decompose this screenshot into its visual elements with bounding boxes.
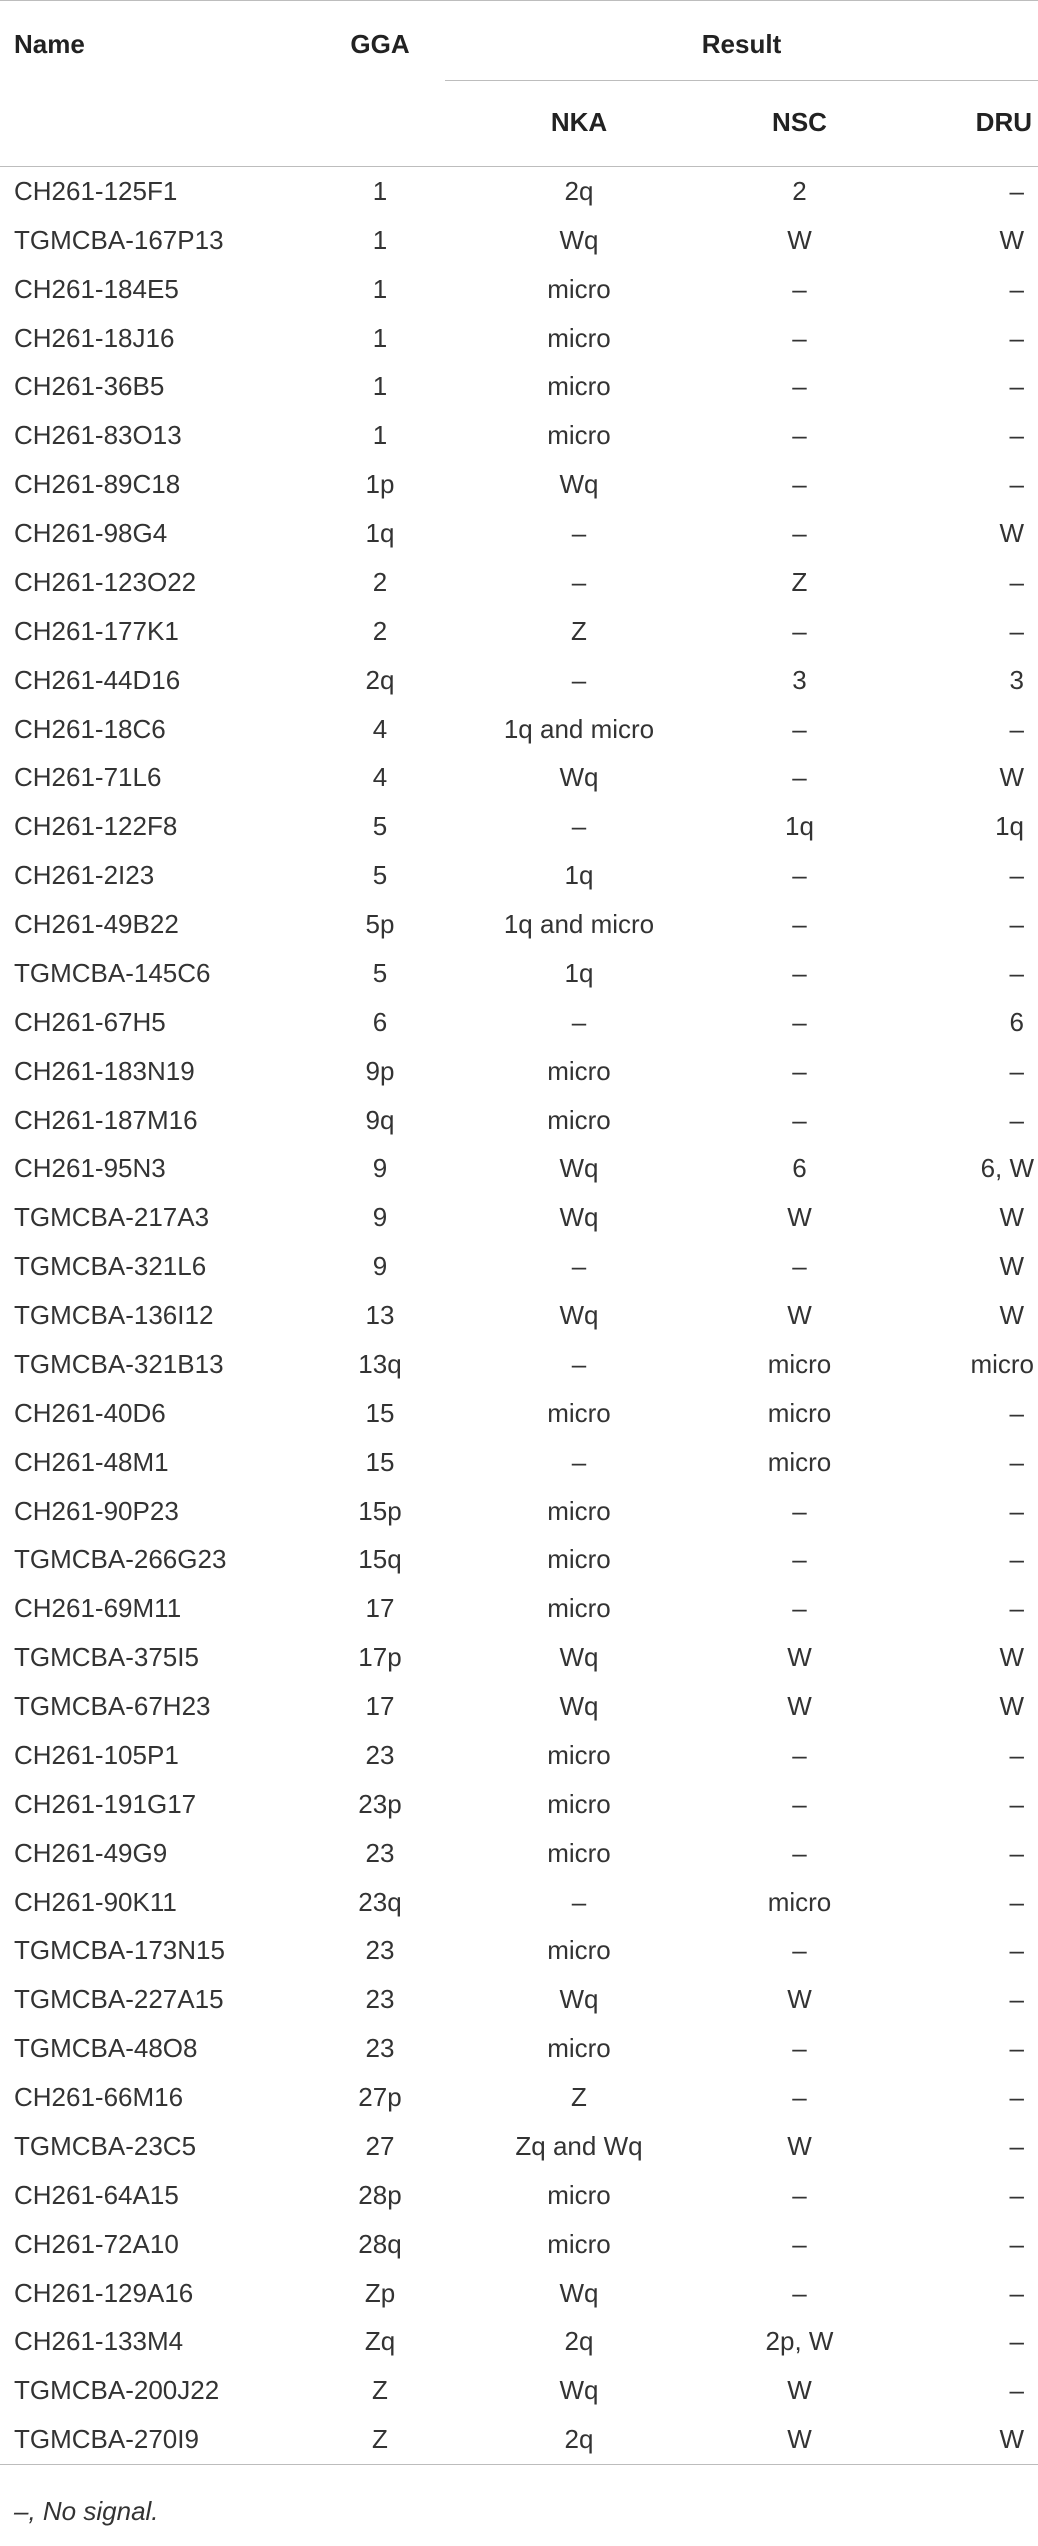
- cell-dru: W: [999, 1251, 1025, 1282]
- cell-name: TGMCBA-217A3: [14, 1202, 210, 1233]
- header-nsc: NSC: [772, 106, 827, 137]
- table-row: [0, 1731, 1038, 1780]
- cell-name: CH261-40D6: [14, 1397, 166, 1428]
- cell-gga: 27: [365, 2130, 395, 2161]
- cell-nsc: –: [792, 1055, 807, 1086]
- cell-dru: –: [1009, 2130, 1025, 2161]
- cell-name: CH261-90P23: [14, 1495, 179, 1526]
- cell-dru: –: [1009, 1055, 1025, 1086]
- cell-gga: 1p: [365, 469, 395, 500]
- cell-name: TGMCBA-173N15: [14, 1935, 225, 1966]
- table-row: [0, 460, 1038, 509]
- cell-nsc: –: [792, 2082, 807, 2113]
- cell-dru: –: [1009, 1544, 1025, 1575]
- cell-dru: –: [1009, 2082, 1025, 2113]
- cell-dru: W: [999, 224, 1025, 255]
- cell-nka: Wq: [559, 1691, 599, 1722]
- cell-dru: W: [999, 762, 1025, 793]
- cell-dru: 3: [1009, 664, 1025, 695]
- cell-dru: –: [1009, 420, 1025, 451]
- cell-gga: 9p: [365, 1055, 395, 1086]
- cell-nsc: W: [787, 1202, 812, 1233]
- cell-gga: 15p: [358, 1495, 402, 1526]
- cell-gga: 9q: [365, 1104, 395, 1135]
- cell-gga: 5p: [365, 909, 395, 940]
- cell-nka: Z: [571, 2082, 587, 2113]
- table-row: [0, 1975, 1038, 2024]
- cell-name: TGMCBA-136I12: [14, 1300, 214, 1331]
- table-row: [0, 2269, 1038, 2318]
- cell-gga: 13q: [358, 1348, 402, 1379]
- cell-dru: –: [1009, 713, 1025, 744]
- table-row: [0, 363, 1038, 412]
- cell-nsc: –: [792, 1104, 807, 1135]
- header-gga: GGA: [315, 1, 445, 166]
- cell-gga: 1: [372, 175, 388, 206]
- cell-name: CH261-89C18: [14, 469, 181, 500]
- cell-dru: –: [1009, 957, 1025, 988]
- cell-nsc: –: [792, 371, 807, 402]
- cell-nka: micro: [547, 1055, 611, 1086]
- cell-name: CH261-18C6: [14, 713, 166, 744]
- table-row: [0, 411, 1038, 460]
- cell-gga: 27p: [358, 2082, 402, 2113]
- table-row: [0, 2220, 1038, 2269]
- cell-nsc: –: [792, 1495, 807, 1526]
- cell-gga: 1: [372, 322, 388, 353]
- cell-name: CH261-83O13: [14, 420, 182, 451]
- table-row: [0, 2171, 1038, 2220]
- cell-dru: –: [1009, 2277, 1025, 2308]
- table-row: [0, 2073, 1038, 2122]
- cell-name: CH261-44D16: [14, 664, 181, 695]
- cell-nka: micro: [547, 420, 611, 451]
- cell-name: TGMCBA-167P13: [14, 224, 224, 255]
- cell-nsc: –: [792, 615, 807, 646]
- table-row: [0, 1047, 1038, 1096]
- cell-nka: 1q and micro: [503, 713, 655, 744]
- table-row: [0, 900, 1038, 949]
- cell-gga: 1: [372, 224, 388, 255]
- cell-name: CH261-122F8: [14, 811, 178, 842]
- table-row: [0, 705, 1038, 754]
- cell-name: TGMCBA-321L6: [14, 1251, 207, 1282]
- cell-nka: Wq: [559, 2277, 599, 2308]
- cell-dru: –: [1009, 1397, 1025, 1428]
- cell-dru: –: [1009, 2228, 1025, 2259]
- cell-name: CH261-187M16: [14, 1104, 198, 1135]
- cell-gga: 2q: [365, 664, 395, 695]
- cell-gga: 23q: [358, 1886, 402, 1917]
- table-row: [0, 1682, 1038, 1731]
- cell-nsc: W: [787, 1300, 812, 1331]
- cell-dru: –: [1009, 322, 1025, 353]
- cell-gga: 13: [365, 1300, 395, 1331]
- cell-nka: Wq: [559, 1202, 599, 1233]
- cell-gga: 6: [372, 1006, 388, 1037]
- table-row: [0, 1927, 1038, 1976]
- table-row: [0, 1340, 1038, 1389]
- cell-nka: Z: [571, 615, 587, 646]
- table-row: [0, 1780, 1038, 1829]
- cell-gga: 1q: [365, 518, 395, 549]
- table-row: [0, 1438, 1038, 1487]
- cell-nka: Wq: [559, 1300, 599, 1331]
- cell-dru: W: [999, 1202, 1025, 1233]
- cell-name: TGMCBA-23C5: [14, 2130, 197, 2161]
- cell-name: CH261-177K1: [14, 615, 179, 646]
- cell-nka: Wq: [559, 469, 599, 500]
- table-row: [0, 1242, 1038, 1291]
- cell-nka: 1q: [564, 957, 594, 988]
- cell-dru: –: [1009, 909, 1025, 940]
- cell-nsc: –: [792, 1006, 807, 1037]
- cell-nka: micro: [547, 371, 611, 402]
- cell-name: TGMCBA-270I9: [0, 2415, 315, 2464]
- cell-dru: W: [999, 1642, 1025, 1673]
- cell-nsc: 1q: [785, 811, 814, 842]
- cell-dru: micro: [970, 1348, 1035, 1379]
- table-row: [0, 2366, 1038, 2415]
- cell-dru: –: [1009, 1495, 1025, 1526]
- header-dru: DRU: [975, 106, 1033, 137]
- table-row: [0, 314, 1038, 363]
- cell-name: TGMCBA-375I5: [14, 1642, 199, 1673]
- table-row: [0, 1193, 1038, 1242]
- cell-nka: 2q: [564, 175, 594, 206]
- cell-dru: –: [1009, 2179, 1025, 2210]
- cell-nka: micro: [547, 2033, 611, 2064]
- cell-nka: micro: [547, 2228, 611, 2259]
- cell-nsc: micro: [767, 1886, 832, 1917]
- table-row: [0, 998, 1038, 1047]
- cell-nka: –: [571, 1886, 587, 1917]
- cell-nka: –: [571, 811, 587, 842]
- cell-name: TGMCBA-67H23: [14, 1691, 211, 1722]
- cell-nsc: –: [792, 957, 807, 988]
- cell-dru: W: [999, 1691, 1025, 1722]
- cell-dru: –: [1009, 615, 1025, 646]
- cell-nsc: –: [792, 909, 807, 940]
- cell-gga: 28p: [358, 2179, 402, 2210]
- cell-nka: micro: [547, 1788, 611, 1819]
- table-row: [0, 167, 1038, 216]
- cell-gga: 1: [372, 371, 388, 402]
- cell-dru: –: [1009, 566, 1025, 597]
- cell-nsc: –: [792, 1788, 807, 1819]
- cell-gga: 2: [372, 566, 388, 597]
- cell-nsc: 3: [792, 664, 807, 695]
- cell-nka: 2q: [564, 2326, 594, 2357]
- cell-nka: micro: [547, 273, 611, 304]
- table-row: [0, 1536, 1038, 1585]
- cell-name: CH261-184E5: [14, 273, 179, 304]
- cell-gga: 4: [372, 762, 388, 793]
- table-row: [0, 1389, 1038, 1438]
- cell-nsc: Z: [791, 566, 808, 597]
- cell-dru: W: [886, 2415, 1038, 2464]
- cell-nka: Wq: [559, 2375, 599, 2406]
- cell-nka: micro: [547, 1397, 611, 1428]
- cell-nsc: –: [792, 1251, 807, 1282]
- cell-dru: –: [1009, 1739, 1025, 1770]
- table-row: [0, 265, 1038, 314]
- table-row: [0, 754, 1038, 803]
- cell-nsc: W: [787, 2130, 812, 2161]
- cell-name: CH261-49G9: [14, 1837, 168, 1868]
- cell-gga: 5: [372, 860, 388, 891]
- cell-gga: 23: [365, 1739, 395, 1770]
- cell-name: CH261-191G17: [14, 1788, 197, 1819]
- cell-nsc: –: [792, 2277, 807, 2308]
- cell-gga: 23: [365, 1837, 395, 1868]
- table-row: [0, 1145, 1038, 1194]
- cell-gga: Z: [315, 2415, 445, 2464]
- cell-gga: 9: [372, 1202, 388, 1233]
- cell-nka: 1q: [564, 860, 594, 891]
- cell-name: CH261-69M11: [14, 1593, 182, 1624]
- cell-nka: –: [571, 1446, 587, 1477]
- cell-name: CH261-125F1: [14, 175, 178, 206]
- table-row: [0, 1878, 1038, 1927]
- cell-nsc: –: [792, 469, 807, 500]
- cell-name: TGMCBA-266G23: [14, 1544, 227, 1575]
- cell-name: CH261-18J16: [14, 322, 175, 353]
- cell-dru: W: [999, 1300, 1025, 1331]
- cell-dru: –: [1009, 1446, 1025, 1477]
- cell-gga: 5: [372, 811, 388, 842]
- cell-nsc: 6: [792, 1153, 807, 1184]
- cell-gga: 17p: [358, 1642, 402, 1673]
- cell-name: CH261-66M16: [14, 2082, 184, 2113]
- cell-nsc: W: [787, 2375, 812, 2406]
- cell-nka: micro: [547, 2179, 611, 2210]
- cell-dru: –: [1009, 2033, 1025, 2064]
- cell-gga: 15: [365, 1446, 395, 1477]
- cell-dru: –: [1009, 1837, 1025, 1868]
- table-row: [0, 1096, 1038, 1145]
- cell-nka: micro: [547, 322, 611, 353]
- cell-nsc: W: [787, 224, 812, 255]
- cell-nsc: –: [792, 1544, 807, 1575]
- cell-nsc: W: [787, 1984, 812, 2015]
- cell-gga: Z: [372, 2375, 388, 2406]
- cell-gga: Zq: [364, 2326, 396, 2357]
- cell-name: TGMCBA-321B13: [14, 1348, 224, 1379]
- cell-nsc: –: [792, 322, 807, 353]
- table-row: [0, 216, 1038, 265]
- cell-name: CH261-129A16: [14, 2277, 194, 2308]
- cell-nsc: –: [792, 860, 807, 891]
- cell-dru: –: [1009, 2326, 1025, 2357]
- cell-name: CH261-133M4: [14, 2326, 184, 2357]
- result-divider: [445, 80, 1038, 81]
- cell-nsc: micro: [767, 1397, 832, 1428]
- cell-nka: Wq: [559, 224, 599, 255]
- cell-nsc: –: [792, 1837, 807, 1868]
- table-header: [0, 1, 1038, 167]
- cell-name: TGMCBA-200J22: [14, 2375, 220, 2406]
- cell-nka: Wq: [559, 1642, 599, 1673]
- cell-nka: Wq: [559, 1153, 599, 1184]
- header-name: Name: [0, 1, 315, 166]
- cell-gga: 17: [365, 1691, 395, 1722]
- cell-dru: –: [1009, 1593, 1025, 1624]
- cell-name: CH261-105P1: [14, 1739, 179, 1770]
- cell-dru: 6: [1009, 1006, 1025, 1037]
- cell-dru: –: [1009, 2375, 1025, 2406]
- table-row: [0, 509, 1038, 558]
- cell-gga: 28q: [358, 2228, 402, 2259]
- cell-nsc: –: [792, 1593, 807, 1624]
- cell-gga: 2: [372, 615, 388, 646]
- cell-nka: 1q and micro: [503, 909, 655, 940]
- cell-gga: 1: [372, 420, 388, 451]
- cell-name: CH261-67H5: [14, 1006, 166, 1037]
- cell-nka: Wq: [559, 1984, 599, 2015]
- cell-nka: Wq: [559, 762, 599, 793]
- cell-dru: –: [1009, 1984, 1025, 2015]
- cell-dru: –: [1009, 1788, 1025, 1819]
- cell-gga: 23: [365, 1984, 395, 2015]
- table-row: [0, 949, 1038, 998]
- cell-gga: Zp: [364, 2277, 396, 2308]
- cell-nka: 2q: [445, 2415, 713, 2464]
- cell-dru: –: [1009, 469, 1025, 500]
- cell-dru: –: [1009, 1886, 1025, 1917]
- header-nka: NKA: [550, 106, 608, 137]
- cell-dru: 1q: [995, 811, 1025, 842]
- cell-name: CH261-123O22: [14, 566, 197, 597]
- cell-name: CH261-49B22: [14, 909, 179, 940]
- cell-nsc: 2: [792, 175, 807, 206]
- cell-name: CH261-64A15: [14, 2179, 179, 2210]
- table-row: [0, 1633, 1038, 1682]
- cell-nsc: –: [792, 713, 807, 744]
- cell-name: CH261-2I23: [14, 860, 155, 891]
- cell-dru: 6, W: [980, 1153, 1035, 1184]
- cell-gga: 9: [372, 1251, 388, 1282]
- table-row: [0, 1584, 1038, 1633]
- table-row: [0, 802, 1038, 851]
- cell-nsc: –: [792, 2228, 807, 2259]
- cell-nka: micro: [547, 1593, 611, 1624]
- cell-dru: W: [999, 518, 1025, 549]
- cell-nka: micro: [547, 1495, 611, 1526]
- cell-nsc: –: [792, 1935, 807, 1966]
- cell-nka: –: [571, 1348, 587, 1379]
- table-row: [0, 2122, 1038, 2171]
- cell-nka: micro: [547, 1935, 611, 1966]
- cell-name: CH261-95N3: [14, 1153, 166, 1184]
- cell-dru: –: [1009, 1104, 1025, 1135]
- cell-nsc: W: [787, 1691, 812, 1722]
- table-row: [0, 2024, 1038, 2073]
- cell-dru: –: [1009, 371, 1025, 402]
- cell-nka: –: [571, 1006, 587, 1037]
- cell-nka: –: [571, 664, 587, 695]
- cell-nka: –: [571, 1251, 587, 1282]
- cell-nsc: –: [792, 762, 807, 793]
- table-body: [0, 167, 1038, 2465]
- cell-nsc: W: [713, 2415, 886, 2464]
- cell-nsc: –: [792, 518, 807, 549]
- header-result-label: Result: [701, 29, 782, 59]
- cell-gga: 23p: [358, 1788, 402, 1819]
- header-result: [445, 1, 1038, 80]
- cell-nsc: –: [792, 2033, 807, 2064]
- cell-nsc: –: [792, 1739, 807, 1770]
- cell-gga: 15q: [358, 1544, 402, 1575]
- table-row: [0, 607, 1038, 656]
- cell-gga: 23: [365, 1935, 395, 1966]
- cell-name: CH261-71L6: [14, 762, 162, 793]
- cell-nsc: micro: [767, 1446, 832, 1477]
- cell-name: TGMCBA-227A15: [14, 1984, 224, 2015]
- cell-gga: 1: [372, 273, 388, 304]
- cell-name: CH261-36B5: [14, 371, 165, 402]
- cell-nka: Zq and Wq: [515, 2130, 643, 2161]
- table-row: [0, 851, 1038, 900]
- cell-nka: micro: [547, 1837, 611, 1868]
- table-row: [0, 2415, 1038, 2464]
- cell-nsc: W: [787, 1642, 812, 1673]
- cell-name: CH261-72A10: [14, 2228, 179, 2259]
- cell-name: TGMCBA-48O8: [14, 2033, 198, 2064]
- cell-nka: micro: [547, 1739, 611, 1770]
- cell-nka: –: [571, 518, 587, 549]
- cell-dru: –: [1009, 1935, 1025, 1966]
- cell-nsc: –: [792, 420, 807, 451]
- cell-gga: 15: [365, 1397, 395, 1428]
- cell-gga: 23: [365, 2033, 395, 2064]
- table-row: [0, 2318, 1038, 2367]
- table-row: [0, 1291, 1038, 1340]
- footnote: –, No signal.: [14, 2496, 159, 2526]
- cell-nsc: micro: [767, 1348, 832, 1379]
- cell-name: TGMCBA-145C6: [14, 957, 211, 988]
- cell-gga: 5: [372, 957, 388, 988]
- cell-name: CH261-48M1: [14, 1446, 169, 1477]
- cell-nsc: 2p, W: [765, 2326, 834, 2357]
- cell-nka: micro: [547, 1544, 611, 1575]
- cell-name: CH261-183N19: [14, 1055, 195, 1086]
- table-row: [0, 1487, 1038, 1536]
- cell-gga: 4: [372, 713, 388, 744]
- cell-gga: 9: [372, 1153, 388, 1184]
- cell-dru: –: [1009, 860, 1025, 891]
- table-row: [0, 558, 1038, 607]
- cell-dru: –: [1009, 175, 1025, 206]
- table-row: [0, 656, 1038, 705]
- cell-nsc: –: [792, 2179, 807, 2210]
- cell-nsc: –: [792, 273, 807, 304]
- cell-gga: 17: [365, 1593, 395, 1624]
- cell-name: CH261-98G4: [14, 518, 168, 549]
- cell-dru: –: [1009, 273, 1025, 304]
- cell-name: CH261-90K11: [14, 1886, 177, 1917]
- table-row: [0, 1829, 1038, 1878]
- cell-nka: micro: [547, 1104, 611, 1135]
- cell-nka: –: [571, 566, 587, 597]
